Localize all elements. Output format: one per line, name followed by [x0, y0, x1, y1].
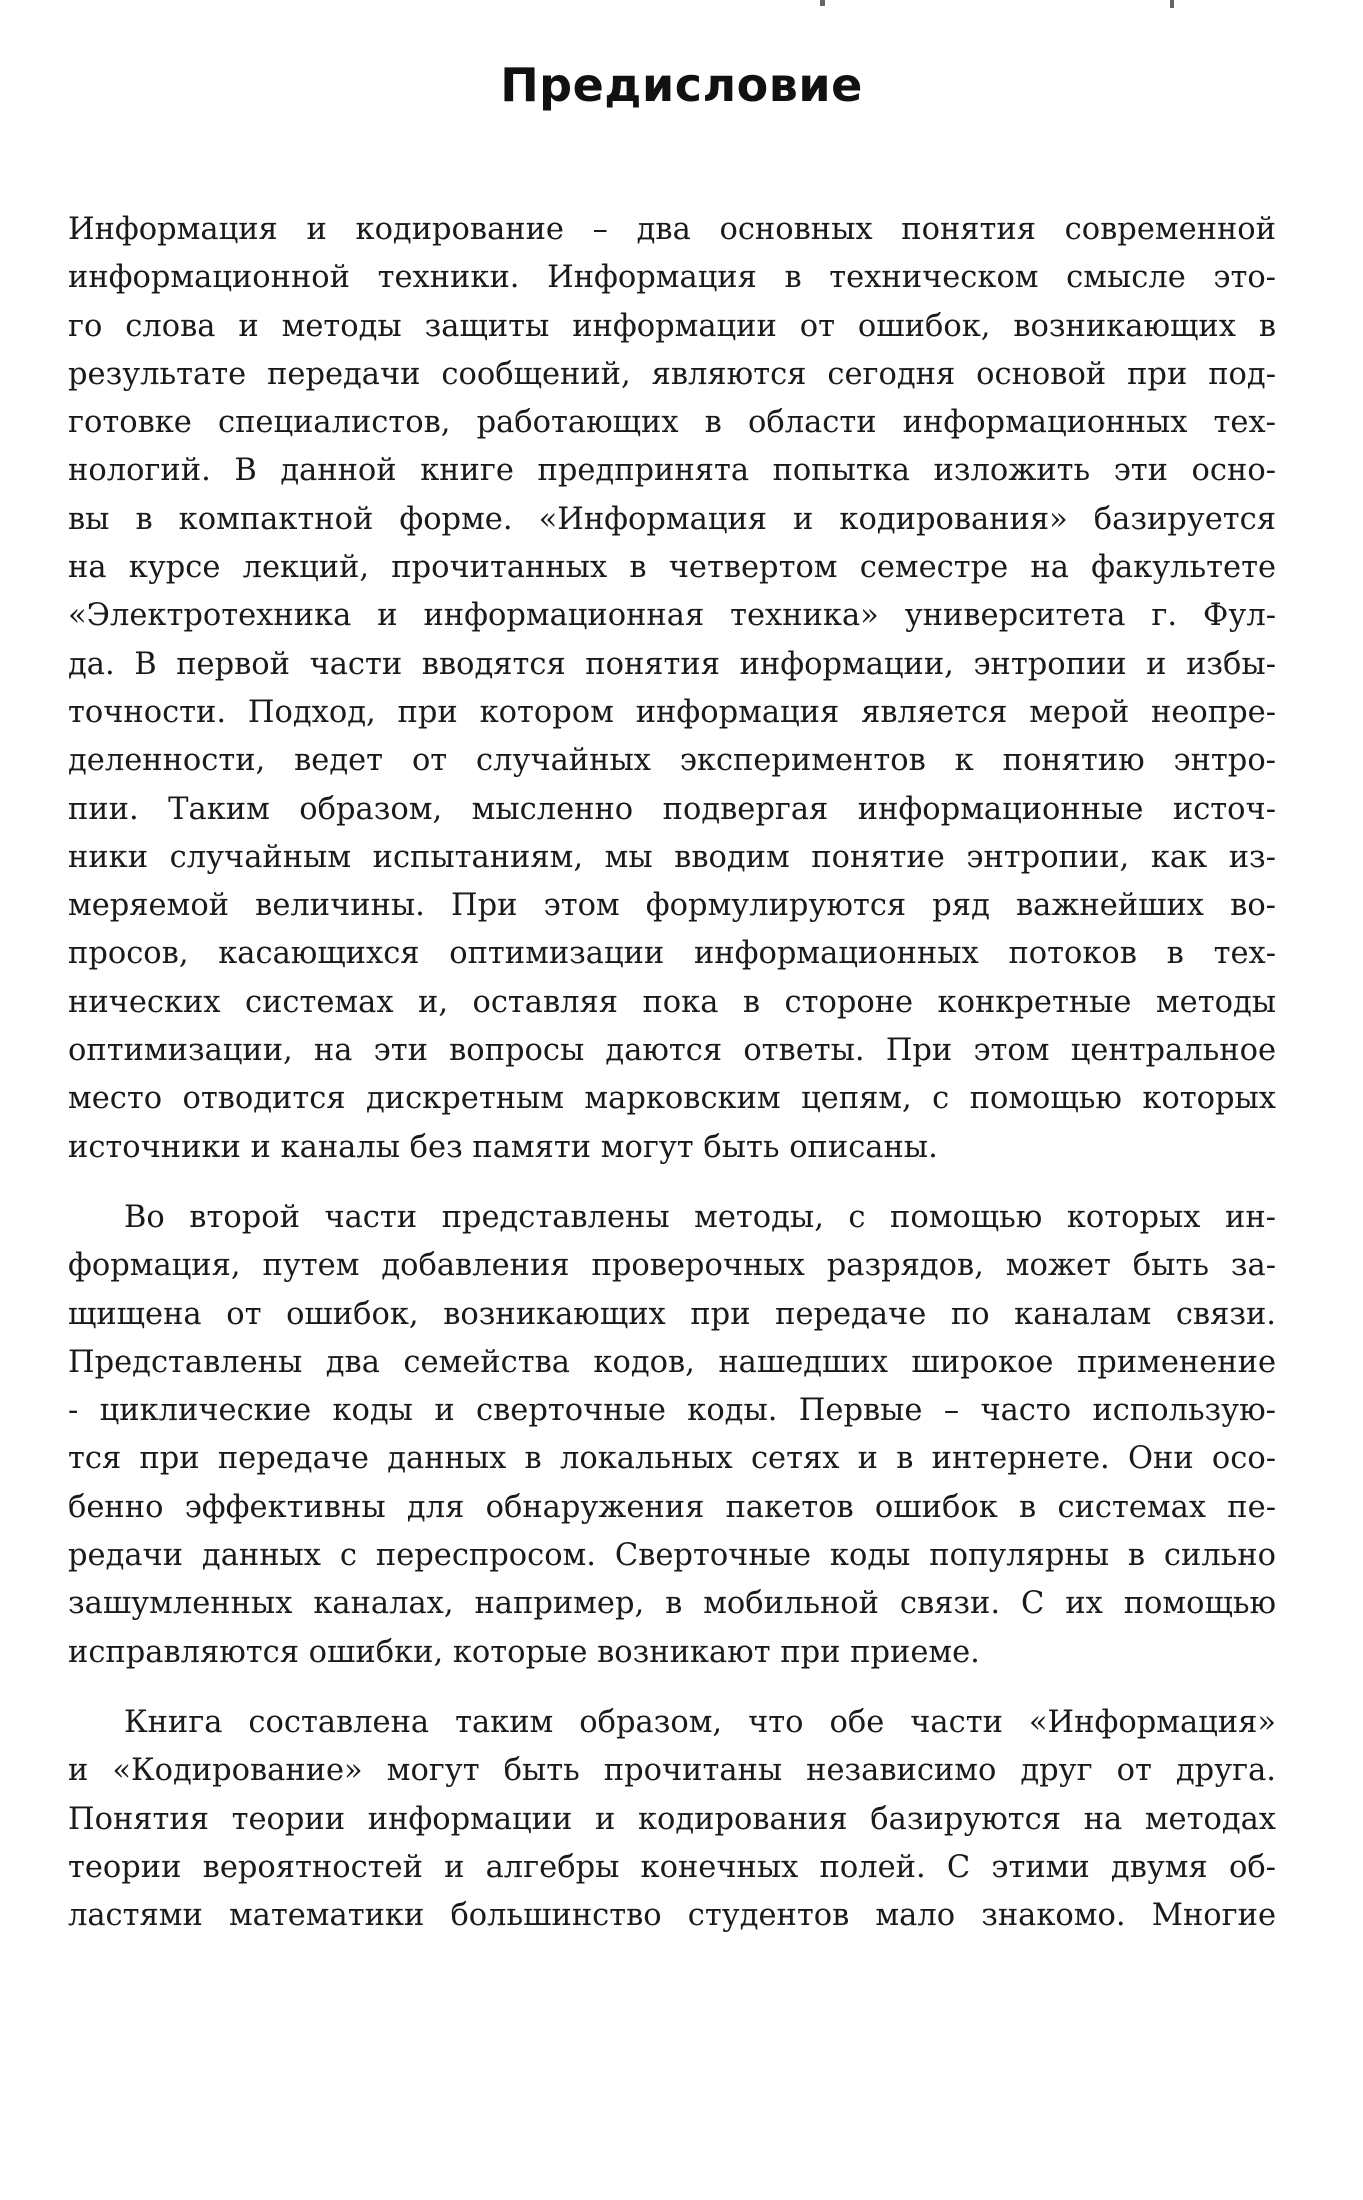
- text-line: ники случайным испытаниям, мы вводим понятие энтропии, как из-: [68, 839, 1276, 875]
- text-line: Информация и кодирование – два основных понятия современной: [68, 212, 1276, 247]
- text-line: зашумленных каналах, например, в мобильной связи. С их помощью: [68, 1586, 1276, 1622]
- text-line: информационной техники. Информация в техническом смысле это-: [68, 260, 1276, 296]
- scan-artifact-mark: [820, 0, 825, 6]
- text-line: редачи данных с переспросом. Сверточные коды популярны в сильно: [68, 1538, 1276, 1574]
- text-line: готовке специалистов, работающих в области информационных тех-: [68, 405, 1276, 441]
- page-title: Предисловие: [500, 58, 863, 112]
- scan-artifact-mark: [1170, 0, 1174, 8]
- text-line: формация, путем добавления проверочных разрядов, может быть за-: [68, 1248, 1276, 1284]
- text-line: источники и каналы без памяти могут быть описаны.: [68, 1129, 938, 1165]
- text-line: да. В первой части вводятся понятия информации, энтропии и избы-: [68, 646, 1276, 682]
- body-text: [68, 206, 1276, 1962]
- text-line: теории вероятностей и алгебры конечных полей. С этими двумя об-: [68, 1849, 1276, 1885]
- text-line: ластями математики большинство студентов мало знакомо. Многие: [68, 1898, 1276, 1934]
- paragraph-3: [68, 1699, 1276, 1940]
- text-line: Во второй части представлены методы, с помощью которых ин-: [124, 1199, 1276, 1235]
- text-line: просов, касающихся оптимизации информационных потоков в тех-: [68, 936, 1276, 972]
- text-line: и «Кодирование» могут быть прочитаны независимо друг от друга.: [68, 1753, 1276, 1789]
- text-line: место отводится дискретным марковским цепям, с помощью которых: [68, 1081, 1276, 1117]
- text-line: щищена от ошибок, возникающих при передаче по каналам связи.: [68, 1296, 1276, 1332]
- text-line: точности. Подход, при котором информация является мерой неопре-: [68, 694, 1276, 730]
- text-line: Представлены два семейства кодов, нашедших широкое применение: [68, 1344, 1276, 1380]
- text-line: деленности, ведет от случайных экспериментов к понятию энтро-: [68, 743, 1276, 779]
- text-line: - циклические коды и сверточные коды. Первые – часто использую-: [68, 1393, 1276, 1429]
- text-line: результате передачи сообщений, являются сегодня основой при под-: [68, 356, 1276, 392]
- text-line: го слова и методы защиты информации от ошибок, возникающих в: [68, 308, 1276, 344]
- text-line: вы в компактной форме. «Информация и кодирования» базируется: [68, 501, 1276, 537]
- text-line: оптимизации, на эти вопросы даются ответы. При этом центральное: [68, 1033, 1276, 1069]
- text-line: Понятия теории информации и кодирования базируются на методах: [68, 1801, 1276, 1837]
- text-line: Книга составлена таким образом, что обе части «Информация»: [124, 1704, 1276, 1740]
- paragraph-1: [68, 206, 1276, 1172]
- text-line: бенно эффективны для обнаружения пакетов ошибок в системах пе-: [68, 1489, 1276, 1525]
- text-line: пии. Таким образом, мысленно подвергая информационные источ-: [68, 791, 1276, 827]
- text-line: нических системах и, оставляя пока в стороне конкретные методы: [68, 984, 1276, 1020]
- paragraph-2: [68, 1194, 1276, 1677]
- text-line: нологий. В данной книге предпринята попытка изложить эти осно-: [68, 453, 1276, 489]
- text-line: меряемой величины. При этом формулируются ряд важнейших во-: [68, 888, 1276, 924]
- text-line: «Электротехника и информационная техника» университета г. Фул-: [68, 598, 1276, 634]
- text-line: на курсе лекций, прочитанных в четвертом семестре на факультете: [68, 550, 1276, 586]
- text-line: исправляются ошибки, которые возникают при приеме.: [68, 1634, 980, 1670]
- text-line: тся при передаче данных в локальных сетях и в интернете. Они осо-: [68, 1441, 1276, 1477]
